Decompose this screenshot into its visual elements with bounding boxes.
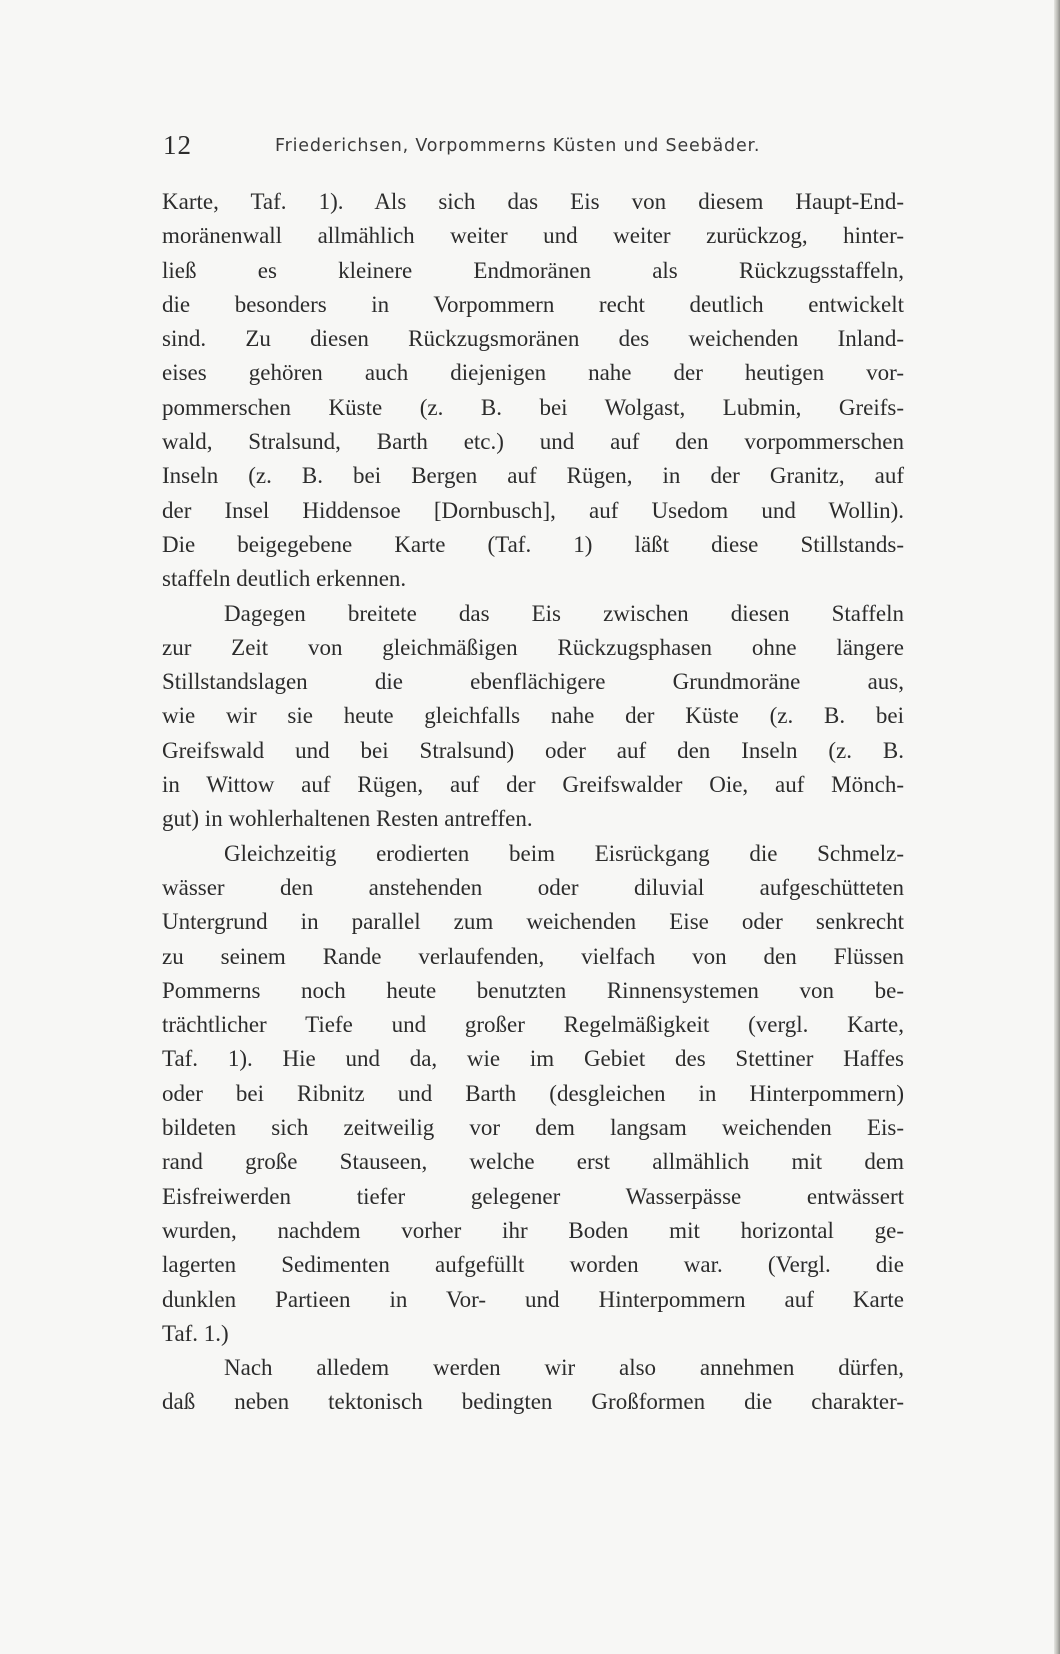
- text-line: Stillstandslagen die ebenflächigere Grundmoräne aus,: [162, 669, 904, 695]
- text-line: moränenwall allmählich weiter und weiter zurückzog, hinter-: [162, 223, 904, 249]
- text-line: Greifswald und bei Stralsund) oder auf den Inseln (z. B.: [162, 737, 904, 763]
- text-line: Untergrund in parallel zum weichenden Eise oder senkrecht: [162, 909, 904, 935]
- text-line: sind. Zu diesen Rückzugsmoränen des weichenden Inland-: [162, 326, 904, 352]
- text-line: Eisfreiwerden tiefer gelegener Wasserpässe entwässert: [162, 1183, 904, 1209]
- text-line: in Wittow auf Rügen, auf der Greifswalder Oie, auf Mönch-: [162, 772, 904, 798]
- text-line: rand große Stauseen, welche erst allmählich mit dem: [162, 1149, 904, 1175]
- text-line: pommerschen Küste (z. B. bei Wolgast, Lubmin, Greifs-: [162, 394, 904, 420]
- page-edge: [1054, 0, 1060, 1654]
- text-line: der Insel Hiddensoe [Dornbusch], auf Usedom und Wollin).: [162, 497, 904, 523]
- page-header: [163, 128, 923, 162]
- text-line: bildeten sich zeitweilig vor dem langsam weichenden Eis-: [162, 1115, 904, 1141]
- text-line: Taf. 1). Hie und da, wie im Gebiet des Stettiner Haffes: [162, 1046, 904, 1072]
- text-line: eises gehören auch diejenigen nahe der heutigen vor-: [162, 360, 904, 386]
- text-line: wie wir sie heute gleichfalls nahe der Küste (z. B. bei: [162, 703, 904, 729]
- paragraph-start-line: Dagegen breitete das Eis zwischen diesen Staffeln: [224, 600, 904, 626]
- body-text: [162, 185, 904, 1420]
- text-line: Pommerns noch heute benutzten Rinnensystemen von be-: [162, 977, 904, 1003]
- text-line: oder bei Ribnitz und Barth (desgleichen in Hinterpommern): [162, 1080, 904, 1106]
- paragraph-start-line: Gleichzeitig erodierten beim Eisrückgang die Schmelz-: [224, 840, 904, 866]
- text-line: dunklen Partieen in Vor- und Hinterpommern auf Karte: [162, 1286, 904, 1312]
- text-line: wald, Stralsund, Barth etc.) und auf den vorpommerschen: [162, 429, 904, 455]
- text-line: staffeln deutlich erkennen.: [162, 566, 407, 592]
- text-line: zur Zeit von gleichmäßigen Rückzugsphasen ohne längere: [162, 634, 904, 660]
- text-line: wässer den anstehenden oder diluvial aufgeschütteten: [162, 874, 904, 900]
- text-line: lagerten Sedimenten aufgefüllt worden war. (Vergl. die: [162, 1252, 904, 1278]
- text-line: Taf. 1.): [162, 1320, 229, 1346]
- running-head: Friederichsen, Vorpommerns Küsten und Seebäder.: [275, 136, 761, 156]
- page-number: 12: [163, 130, 192, 160]
- text-line: Die beigegebene Karte (Taf. 1) läßt diese Stillstands-: [162, 531, 904, 557]
- paragraph-start-line: Nach alledem werden wir also annehmen dürfen,: [224, 1355, 904, 1381]
- text-line: die besonders in Vorpommern recht deutlich entwickelt: [162, 291, 904, 317]
- text-line: ließ es kleinere Endmoränen als Rückzugsstaffeln,: [162, 257, 904, 283]
- text-line: wurden, nachdem vorher ihr Boden mit horizontal ge-: [162, 1217, 904, 1243]
- text-line: Inseln (z. B. bei Bergen auf Rügen, in der Granitz, auf: [162, 463, 904, 489]
- text-line: daß neben tektonisch bedingten Großformen die charakter-: [162, 1389, 904, 1415]
- text-line: zu seinem Rande verlaufenden, vielfach von den Flüssen: [162, 943, 904, 969]
- text-line: trächtlicher Tiefe und großer Regelmäßigkeit (vergl. Karte,: [162, 1012, 904, 1038]
- text-line: Karte, Taf. 1). Als sich das Eis von diesem Haupt-End-: [162, 189, 904, 214]
- text-line: gut) in wohlerhaltenen Resten antreffen.: [162, 806, 533, 832]
